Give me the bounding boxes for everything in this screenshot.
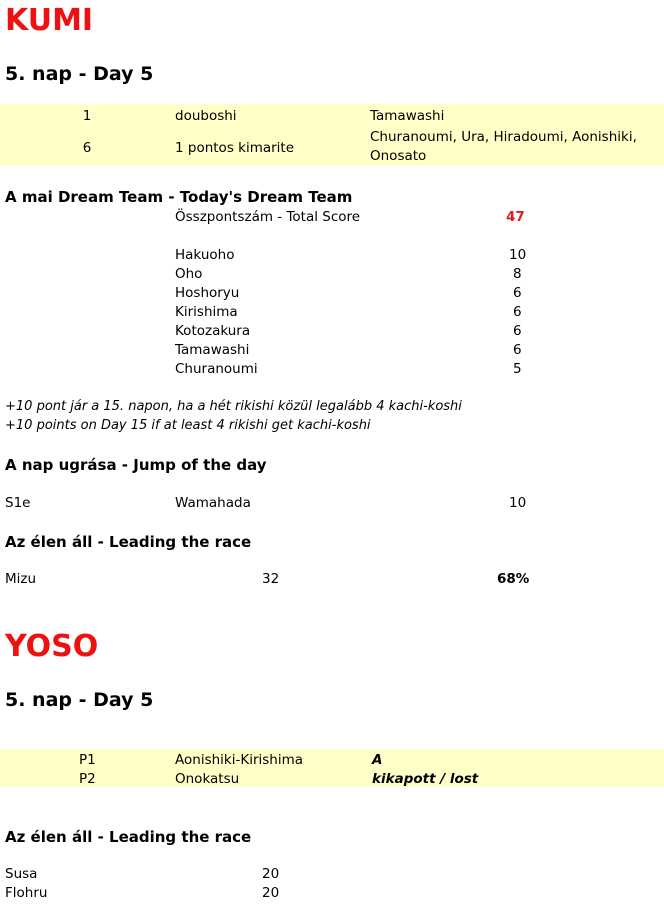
leader-points: 20 (262, 866, 280, 882)
member-score: 6 (513, 323, 522, 339)
leader-name: Susa (5, 866, 38, 882)
total-score-label: Összpontszám - Total Score (175, 209, 361, 225)
result-names: Churanoumi, Ura, Hiradoumi, Aonishiki, Onosato (370, 129, 637, 164)
member-score: 6 (513, 285, 522, 301)
leader-percent: 68% (497, 571, 530, 587)
result-label: douboshi (175, 108, 237, 124)
leader-name: Flohru (5, 885, 48, 901)
result-count: 1 (82, 108, 92, 124)
member-score: 6 (513, 342, 522, 358)
result-count: 6 (82, 140, 92, 156)
leader-points: 20 (262, 885, 280, 901)
member-name: Hakuoho (175, 247, 235, 263)
total-score-value: 47 (506, 209, 525, 225)
pick-result: kikapott / lost (372, 771, 479, 787)
leader-points: 32 (262, 571, 280, 587)
kumi-day-heading: 5. nap - Day 5 (5, 63, 154, 85)
member-name: Kotozakura (175, 323, 251, 339)
yoso-title: YOSO (5, 629, 99, 664)
pick-result: A (372, 752, 383, 768)
dream-team-heading: A mai Dream Team - Today's Dream Team (5, 188, 353, 206)
result-label: 1 pontos kimarite (175, 140, 295, 156)
member-score: 10 (509, 247, 527, 263)
member-name: Oho (175, 266, 203, 282)
pick-code: P1 (79, 752, 96, 768)
kumi-title: KUMI (5, 3, 94, 38)
pick-bout: Onokatsu (175, 771, 240, 787)
member-name: Hoshoryu (175, 285, 240, 301)
bonus-note-hu: +10 pont jár a 15. napon, ha a hét rikishi közül legalább 4 kachi-koshi (5, 399, 462, 414)
yoso-picks-band (0, 749, 664, 787)
jump-name: Wamahada (175, 495, 251, 511)
member-name: Kirishima (175, 304, 238, 320)
member-name: Churanoumi (175, 361, 258, 377)
yoso-leading-heading: Az élen áll - Leading the race (5, 828, 252, 846)
member-score: 5 (513, 361, 522, 377)
kumi-leading-heading: Az élen áll - Leading the race (5, 533, 252, 551)
jump-heading: A nap ugrása - Jump of the day (5, 456, 267, 474)
leader-name: Mizu (5, 571, 37, 587)
bonus-note-en: +10 points on Day 15 if at least 4 rikishi get kachi-koshi (5, 418, 371, 433)
jump-score: 10 (509, 495, 527, 511)
member-score: 8 (513, 266, 522, 282)
jump-rank: S1e (5, 495, 31, 511)
member-score: 6 (513, 304, 522, 320)
yoso-day-heading: 5. nap - Day 5 (5, 689, 154, 711)
result-names: Tamawashi (370, 108, 445, 124)
member-name: Tamawashi (175, 342, 250, 358)
pick-bout: Aonishiki-Kirishima (175, 752, 304, 768)
pick-code: P2 (79, 771, 96, 787)
